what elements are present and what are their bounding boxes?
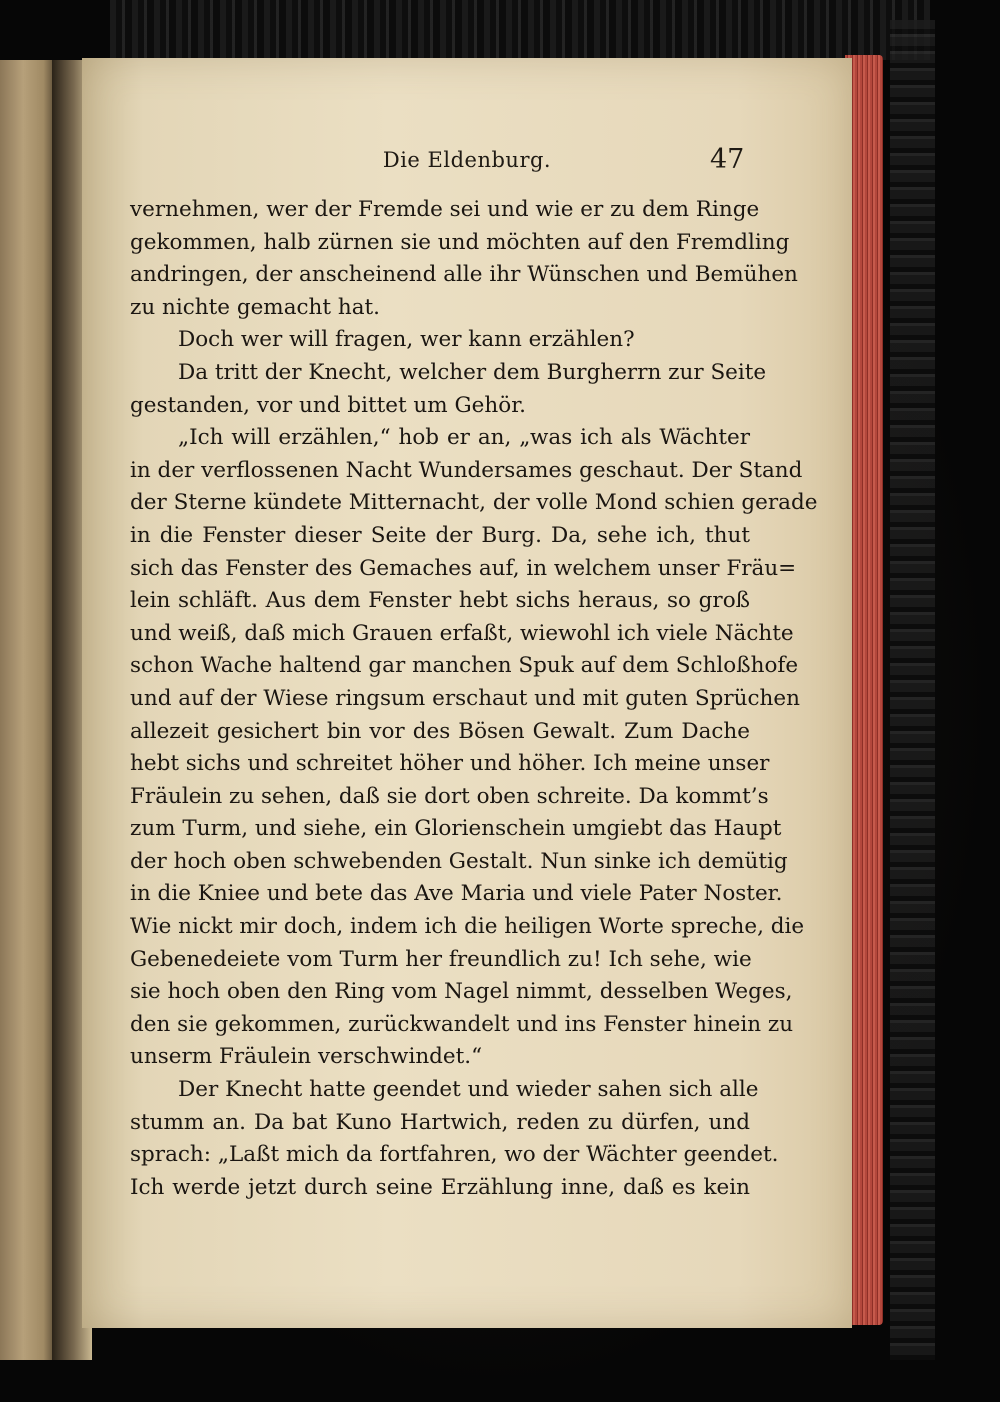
text-line: Ich werde jetzt durch seine Erzählung inne, daß es kein [130, 1174, 750, 1200]
text-line: gestanden, vor und bittet um Gehör. [130, 392, 526, 418]
text-line: sich das Fenster des Gemaches auf, in welchem unser Fräu= [130, 555, 797, 581]
text-line: in der verflossenen Nacht Wundersames geschaut. Der Stand [130, 457, 803, 483]
text-line: und weiß, daß mich Grauen erfaßt, wiewohl ich viele Nächte [130, 620, 794, 646]
text-line: hebt sichs und schreitet höher und höher. Ich meine unser [130, 751, 770, 777]
text-line: zu nichte gemacht hat. [130, 294, 381, 320]
text-line: sie hoch oben den Ring vom Nagel nimmt, desselben Weges, [130, 979, 793, 1005]
page-text [130, 194, 818, 1204]
text-line: stumm an. Da bat Kuno Hartwich, reden zu dürfen, und [130, 1109, 750, 1135]
text-line: Gebenedeiete vom Turm her freundlich zu! Ich sehe, wie [130, 946, 752, 972]
text-line: Doch wer will fragen, wer kann erzählen? [178, 327, 635, 353]
text-line: Der Knecht hatte geendet und wieder sahen sich alle [178, 1077, 759, 1103]
text-line: „Ich will erzählen,“ hob er an, „was ich als Wächter [178, 425, 750, 451]
text-line: schon Wache haltend gar manchen Spuk auf dem Schloßhofe [130, 653, 799, 679]
text-line: in die Kniee und bete das Ave Maria und viele Pater Noster. [130, 881, 783, 907]
text-line: und auf der Wiese ringsum erschaut und mit guten Sprüchen [130, 685, 800, 711]
text-line: andringen, der anscheinend alle ihr Wünschen und Bemühen [130, 262, 798, 288]
text-line: Da tritt der Knecht, welcher dem Burgherrn zur Seite [178, 359, 767, 385]
text-line: zum Turm, und siehe, ein Glorienschein umgiebt das Haupt [130, 816, 782, 842]
text-line: der Sterne kündete Mitternacht, der volle Mond schien gerade [130, 490, 818, 516]
text-line: lein schläft. Aus dem Fenster hebt sichs heraus, so groß [130, 588, 750, 614]
text-line: sprach: „Laßt mich da fortfahren, wo der Wächter geendet. [130, 1142, 779, 1168]
text-line: gekommen, halb zürnen sie und möchten auf den Fremdling [130, 229, 790, 255]
text-line: in die Fenster dieser Seite der Burg. Da, sehe ich, thut [130, 522, 750, 548]
book-page [82, 58, 852, 1328]
text-line: allezeit gesichert bin vor des Bösen Gewalt. Zum Dache [130, 718, 750, 744]
facing-page-edge [0, 60, 58, 1360]
text-line: Fräulein zu sehen, daß sie dort oben schreite. Da kommt’s [130, 783, 769, 809]
text-line: der hoch oben schwebenden Gestalt. Nun sinke ich demütig [130, 848, 788, 874]
text-line: Wie nickt mir doch, indem ich die heiligen Worte spreche, die [130, 914, 805, 940]
book-cover-top-edge [110, 0, 930, 60]
book-cover-right-edge [890, 20, 935, 1360]
text-line: den sie gekommen, zurückwandelt und ins Fenster hinein zu [130, 1011, 794, 1037]
page-number: 47 [710, 144, 745, 175]
text-line: unserm Fräulein verschwindet.“ [130, 1044, 483, 1070]
text-line: vernehmen, wer der Fremde sei und wie er zu dem Ringe [130, 197, 760, 222]
running-title: Die Eldenburg. [382, 148, 552, 172]
